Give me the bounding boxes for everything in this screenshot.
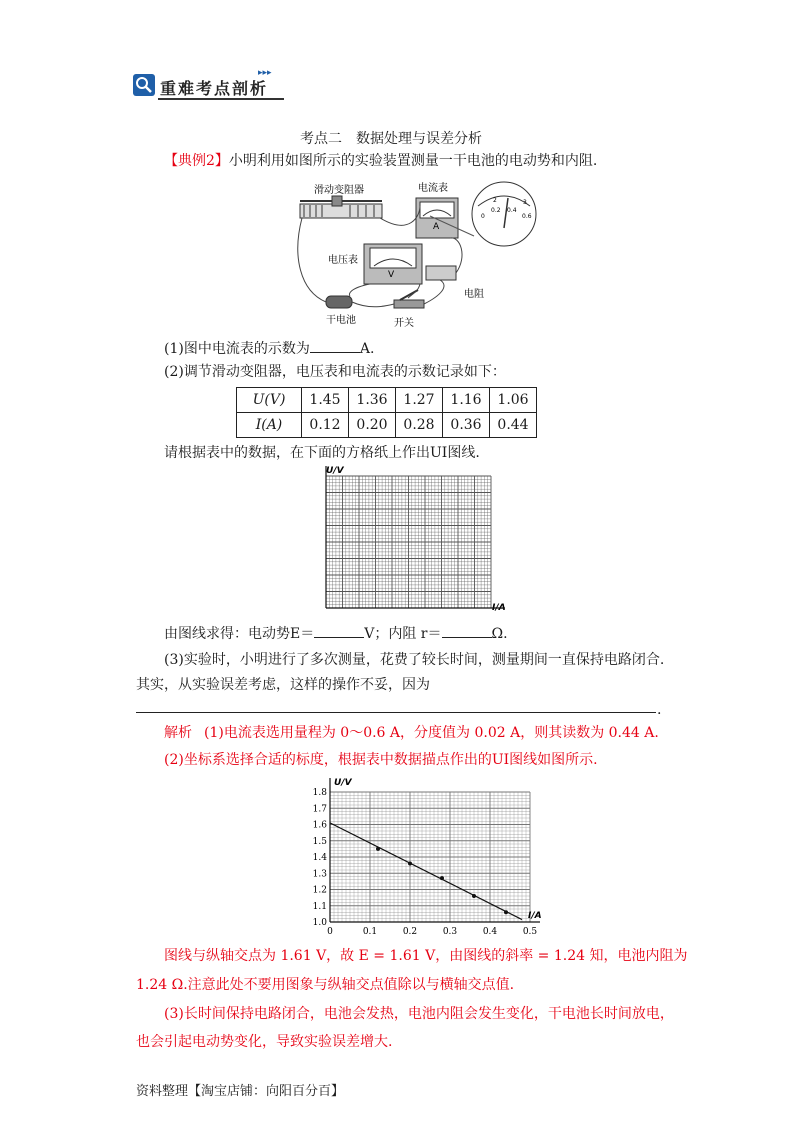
q1-suffix: A. bbox=[359, 341, 375, 357]
table-cell: 1.45 bbox=[302, 388, 349, 413]
header-title: 重难考点剖析 bbox=[160, 79, 269, 98]
table-cell: 0.44 bbox=[490, 413, 537, 438]
question-3-end: . bbox=[657, 702, 662, 718]
blank-ylabel: U/V bbox=[326, 466, 344, 476]
label-switch: 开关 bbox=[394, 318, 414, 329]
table-cell: 1.06 bbox=[490, 388, 537, 413]
search-icon bbox=[133, 74, 155, 96]
blank-graph-paper bbox=[310, 464, 515, 616]
blank-xlabel: I/A bbox=[492, 603, 506, 613]
example-text: 小明利用如图所示的实验装置测量一干电池的电动势和内阻. bbox=[228, 153, 598, 169]
data-point bbox=[504, 910, 508, 914]
table-cell: 0.20 bbox=[349, 413, 396, 438]
x-tick-label: 0.5 bbox=[522, 927, 538, 937]
answer-text-1: (1)电流表选用量程为 0～0.6 A，分度值为 0.02 A，则其读数为 0.44 A. bbox=[204, 725, 659, 741]
x-tick-label: 0.1 bbox=[362, 927, 378, 937]
footer-text: 资料整理【淘宝店铺：向阳百分百】 bbox=[136, 1084, 345, 1099]
question-1 bbox=[164, 338, 374, 359]
data-point bbox=[376, 847, 380, 851]
answer-line-1 bbox=[164, 723, 659, 743]
y-tick-label: 1.7 bbox=[312, 804, 327, 815]
answer-blank bbox=[310, 338, 360, 353]
x-tick-label: 0 bbox=[327, 927, 333, 937]
question-2c bbox=[164, 623, 508, 644]
data-point bbox=[408, 862, 412, 866]
x-tick-label: 0.2 bbox=[402, 927, 418, 937]
y-tick-label: 1.6 bbox=[312, 820, 327, 831]
table-cell: 0.12 bbox=[302, 413, 349, 438]
row-label: I(A) bbox=[237, 413, 302, 438]
answer-line-6: 也会引起电动势变化，导致实验误差增大. bbox=[136, 1034, 393, 1050]
dial-tick: 0 bbox=[481, 213, 485, 220]
voltmeter-letter: V bbox=[388, 270, 395, 280]
example-tag: 【典例2】 bbox=[164, 153, 229, 169]
y-tick-label: 1.4 bbox=[312, 853, 327, 863]
q1-prefix: (1)图中电流表的示数为 bbox=[164, 341, 310, 357]
label-battery: 干电池 bbox=[326, 315, 356, 326]
row-label: U(V) bbox=[237, 388, 302, 413]
answer-line-3: 图线与纵轴交点为 1.61 V，故 E = 1.61 V，由图线的斜率 = 1.24 知，电池内阻为 bbox=[164, 948, 688, 964]
apparatus-figure bbox=[290, 176, 540, 331]
dial-tick: 0.2 bbox=[491, 207, 501, 214]
table-cell: 0.28 bbox=[396, 413, 443, 438]
question-3-line1: (3)实验时，小明进行了多次测量，花费了较长时间，测量期间一直保持电路闭合. bbox=[164, 652, 665, 668]
dial-tick: 0.6 bbox=[522, 213, 532, 220]
label-resistor: 电阻 bbox=[464, 289, 484, 300]
y-tick-label: 1.1 bbox=[312, 901, 327, 912]
answer-line-4: 1.24 Ω.注意此处不要用图象与纵轴交点值除以与横轴交点值. bbox=[136, 977, 515, 993]
y-tick-label: 1.0 bbox=[312, 918, 327, 928]
x-tick-label: 0.4 bbox=[482, 927, 498, 937]
data-point bbox=[472, 894, 476, 898]
y-tick-label: 1.2 bbox=[312, 885, 327, 896]
example-statement bbox=[164, 151, 597, 171]
section-title: 考点二 数据处理与误差分析 bbox=[300, 131, 482, 147]
answer-blank bbox=[314, 623, 364, 638]
chart-xlabel: I/A bbox=[528, 911, 542, 921]
answer-line-2: (2)坐标系选择合适的标度，根据表中数据描点作出的UI图线如图所示. bbox=[164, 752, 598, 768]
table-cell: 1.27 bbox=[396, 388, 443, 413]
dial-tick: 0.4 bbox=[507, 207, 517, 214]
chart-ylabel: U/V bbox=[334, 778, 352, 788]
label-ammeter: 电流表 bbox=[418, 183, 448, 194]
table-row bbox=[237, 413, 537, 438]
q2c-suffix: Ω. bbox=[491, 626, 508, 642]
dial-tick: 3 bbox=[523, 199, 527, 206]
answer-line bbox=[136, 712, 656, 713]
label-rheostat: 滑动变阻器 bbox=[314, 185, 364, 196]
q2c-mid: V；内阻 r＝ bbox=[364, 626, 442, 642]
question-3-line2: 其实，从实验误差考虑，这样的操作不妥，因为 bbox=[136, 677, 430, 693]
answer-line-5: (3)长时间保持电路闭合，电池会发热，电池内阻会发生变化，干电池长时间放电， bbox=[164, 1006, 674, 1022]
header-underline bbox=[158, 98, 284, 100]
dial-tick: 2 bbox=[493, 197, 497, 204]
label-voltmeter: 电压表 bbox=[328, 255, 358, 266]
y-tick-label: 1.3 bbox=[312, 869, 327, 880]
y-tick-label: 1.5 bbox=[312, 836, 327, 847]
answer-label: 解析 bbox=[164, 725, 192, 741]
data-point bbox=[440, 876, 444, 880]
table-cell: 0.36 bbox=[443, 413, 490, 438]
table-cell: 1.36 bbox=[349, 388, 396, 413]
question-2b: 请根据表中的数据，在下面的方格纸上作出UI图线. bbox=[164, 445, 480, 461]
data-table bbox=[236, 387, 537, 438]
x-tick-label: 0.3 bbox=[442, 927, 458, 937]
question-2: (2)调节滑动变阻器，电压表和电流表的示数记录如下： bbox=[164, 364, 506, 380]
table-row bbox=[237, 388, 537, 413]
table-cell: 1.16 bbox=[443, 388, 490, 413]
ui-chart bbox=[300, 774, 540, 946]
q2c-prefix: 由图线求得：电动势E＝ bbox=[164, 626, 315, 642]
arrows-icon: ▸▸▸ bbox=[258, 68, 272, 78]
answer-blank bbox=[442, 623, 492, 638]
ammeter-letter: A bbox=[433, 222, 440, 232]
y-tick-label: 1.8 bbox=[312, 788, 327, 798]
